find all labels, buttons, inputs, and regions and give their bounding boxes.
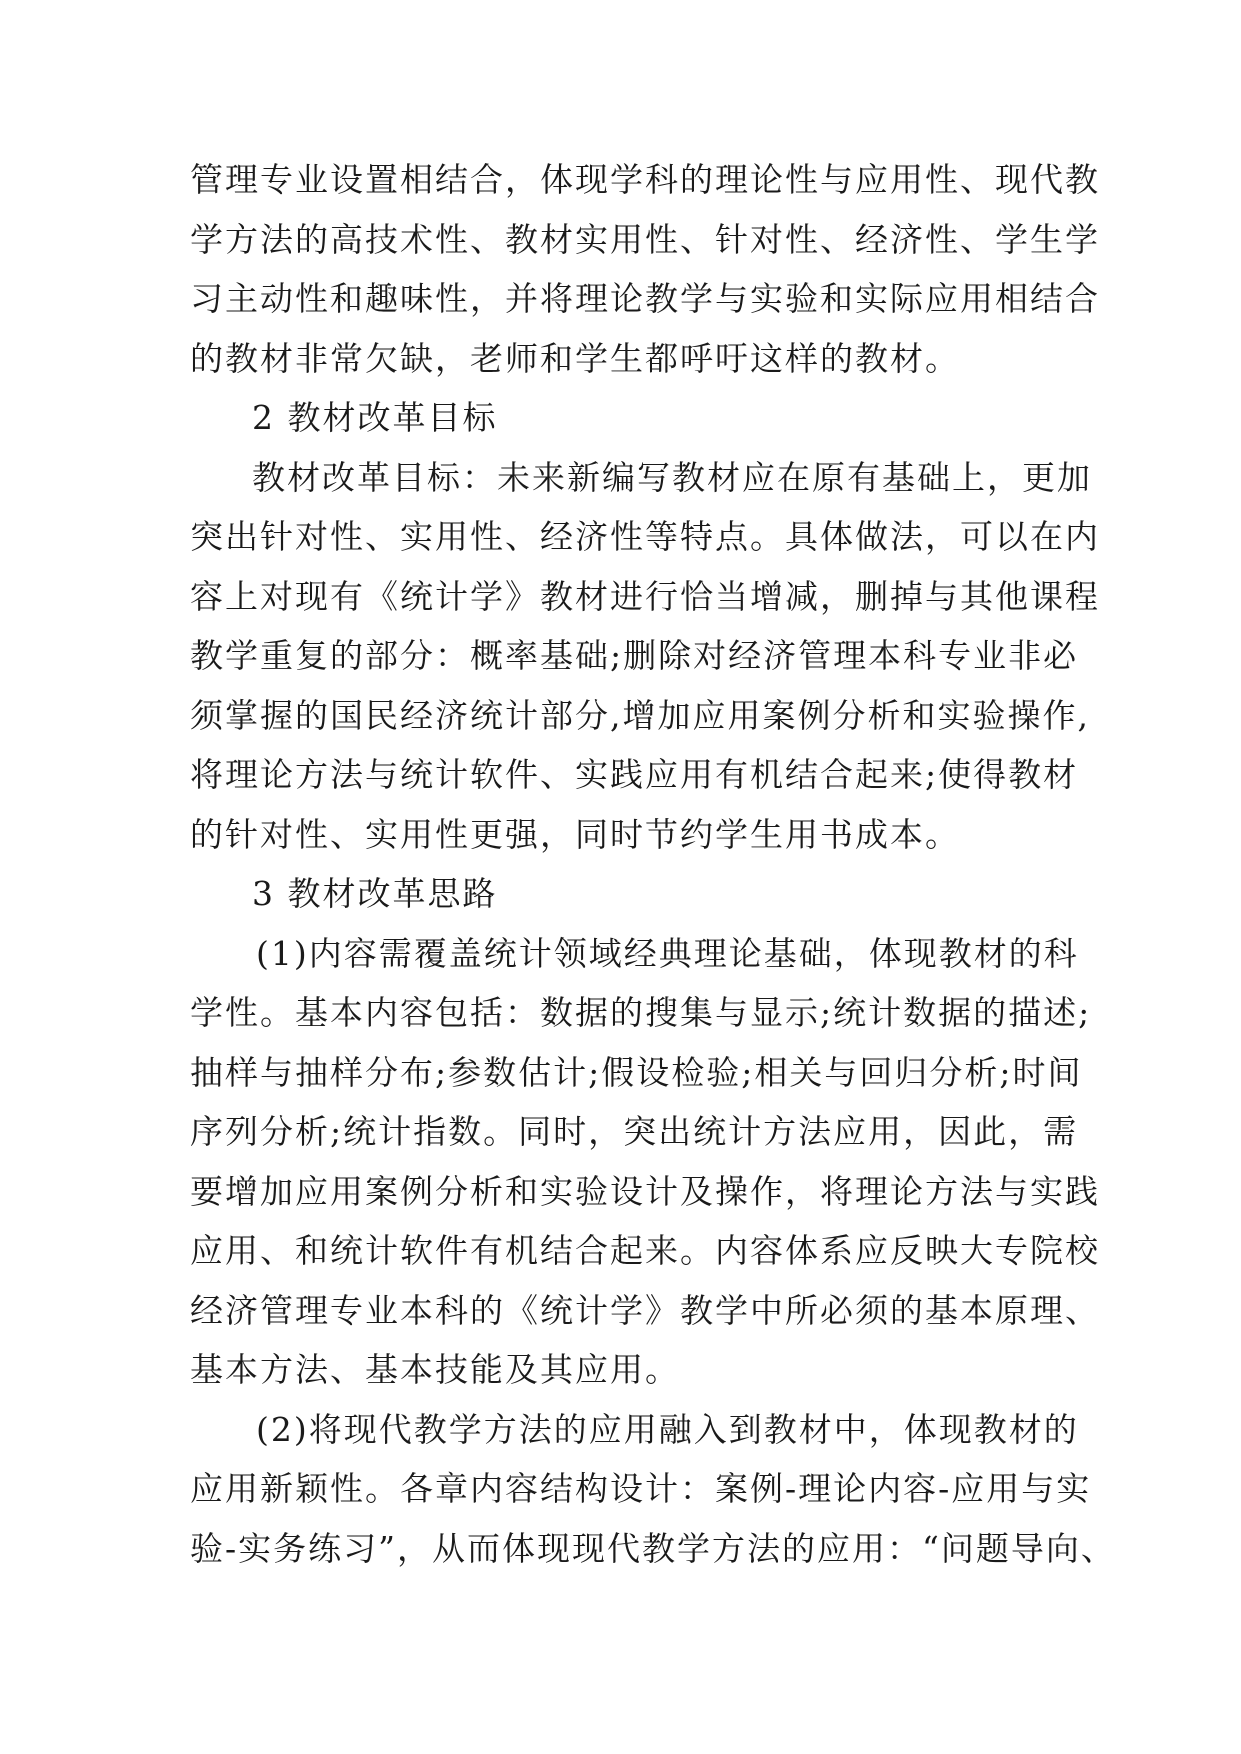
document-body bbox=[190, 150, 1116, 1578]
text-line: 应用、和统计软件有机结合起来。内容体系应反映大专院校 bbox=[190, 1231, 1100, 1270]
section-heading: 3 教材改革思路 bbox=[252, 874, 498, 913]
text-line: 管理专业设置相结合，体现学科的理论性与应用性、现代教 bbox=[190, 160, 1100, 199]
text-line: 应用新颖性。各章内容结构设计：案例-理论内容-应用与实 bbox=[190, 1469, 1092, 1508]
text-line: (1)内容需覆盖统计领域经典理论基础，体现教材的科 bbox=[256, 933, 1079, 973]
text-line: 学性。基本内容包括：数据的搜集与显示;统计数据的描述; bbox=[190, 993, 1092, 1032]
text-line: 验-实务练习”，从而体现现代教学方法的应用：“问题导向、 bbox=[190, 1528, 1116, 1568]
text-line: 须掌握的国民经济统计部分,增加应用案例分析和实验操作, bbox=[190, 695, 1090, 735]
text-line: 突出针对性、实用性、经济性等特点。具体做法，可以在内 bbox=[190, 517, 1100, 556]
section-heading: 2 教材改革目标 bbox=[252, 398, 498, 437]
text-line: 要增加应用案例分析和实验设计及操作，将理论方法与实践 bbox=[190, 1171, 1100, 1211]
text-line: 教材改革目标：未来新编写教材应在原有基础上，更加 bbox=[252, 457, 1092, 497]
text-line: 的教材非常欠缺，老师和学生都呼吁这样的教材。 bbox=[190, 338, 960, 378]
text-line: 基本方法、基本技能及其应用。 bbox=[190, 1350, 680, 1389]
text-line: 学方法的高技术性、教材实用性、针对性、经济性、学生学 bbox=[190, 219, 1100, 259]
text-line: (2)将现代教学方法的应用融入到教材中，体现教材的 bbox=[256, 1409, 1079, 1449]
text-line: 将理论方法与统计软件、实践应用有机结合起来;使得教材 bbox=[190, 755, 1079, 794]
text-line: 序列分析;统计指数。同时，突出统计方法应用，因此，需 bbox=[190, 1112, 1079, 1151]
text-line: 的针对性、实用性更强，同时节约学生用书成本。 bbox=[190, 814, 960, 854]
text-line: 抽样与抽样分布;参数估计;假设检验;相关与回归分析;时间 bbox=[190, 1052, 1083, 1092]
text-line: 习主动性和趣味性，并将理论教学与实验和实际应用相结合 bbox=[190, 279, 1100, 318]
text-line: 教学重复的部分：概率基础;删除对经济管理本科专业非必 bbox=[190, 636, 1079, 675]
text-line: 经济管理专业本科的《统计学》教学中所必须的基本原理、 bbox=[190, 1290, 1100, 1330]
text-line: 容上对现有《统计学》教材进行恰当增减，删掉与其他课程 bbox=[190, 576, 1100, 616]
